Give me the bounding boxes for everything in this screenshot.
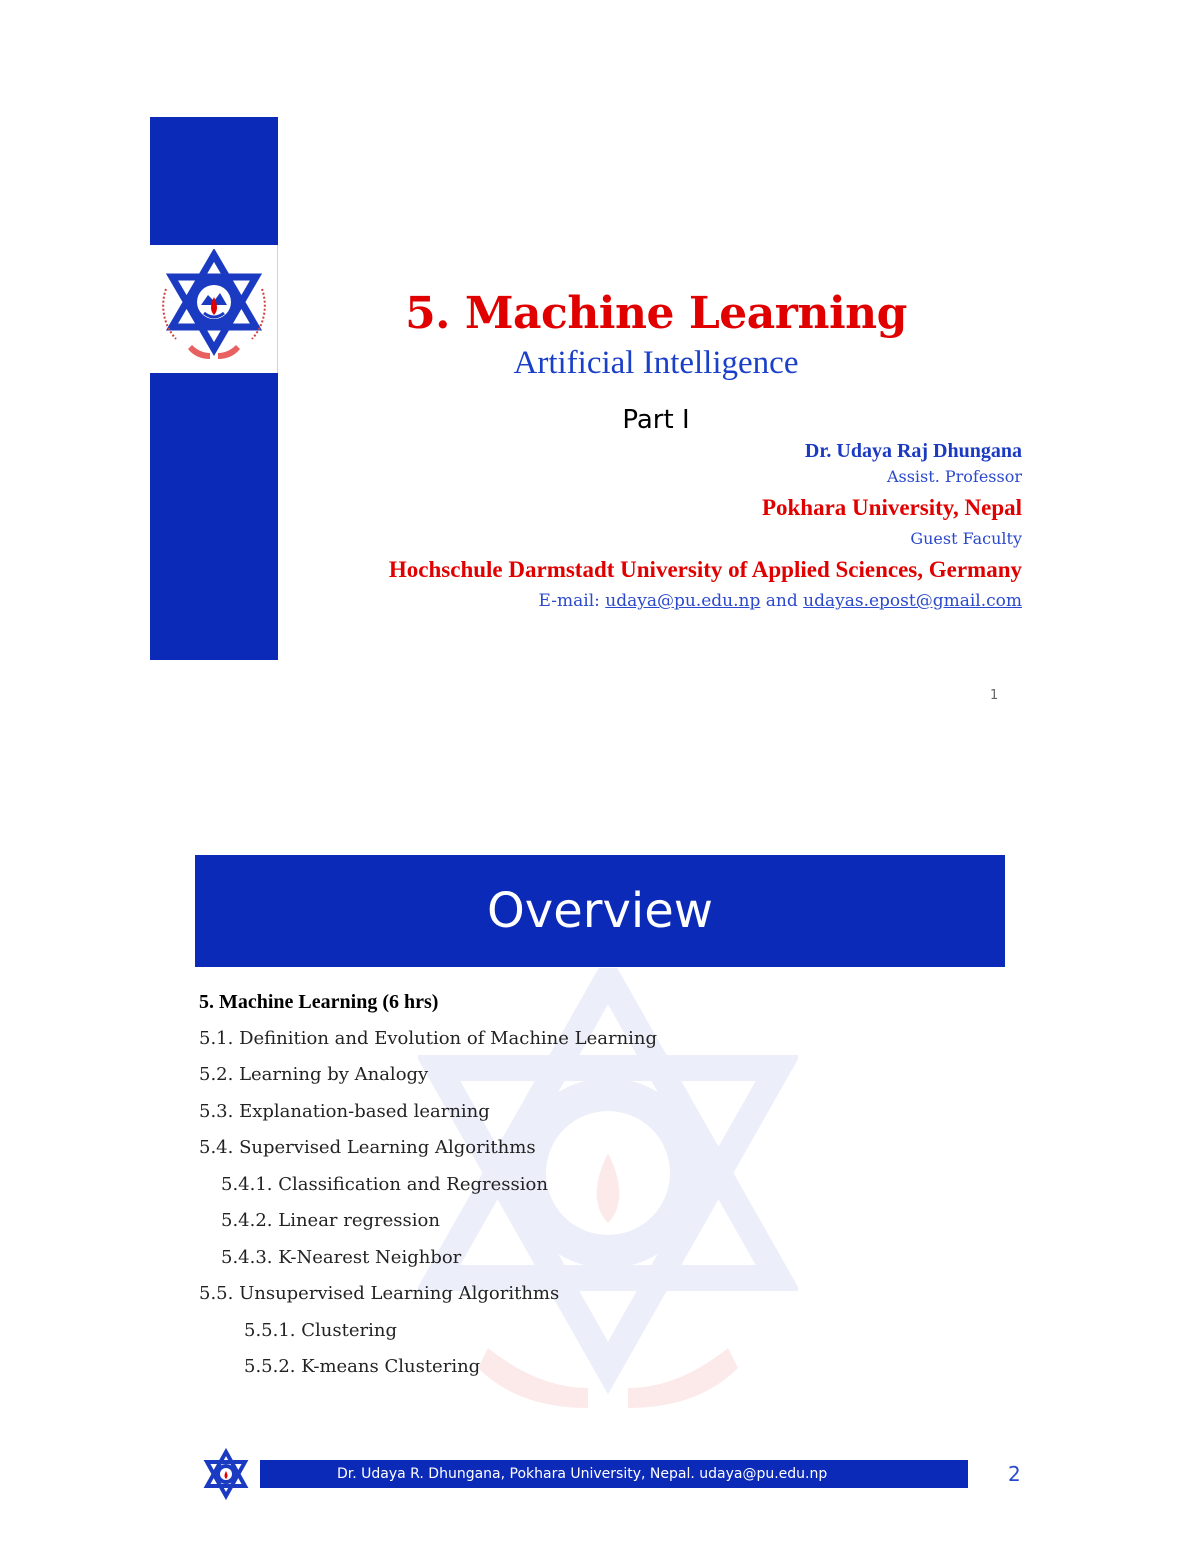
university-name: Pokhara University, Nepal (761, 495, 1022, 520)
left-blue-bar-top (150, 117, 278, 245)
outline-item: 5.4.2. Linear regression (221, 1210, 440, 1231)
page-number: 1 (990, 688, 999, 703)
author-role: Assist. Professor (886, 467, 1022, 486)
outline-item: 5.5. Unsupervised Learning Algorithms (199, 1283, 560, 1304)
outline-item: 5.5.1. Clustering (244, 1319, 397, 1341)
email-link-secondary[interactable]: udayas.epost@gmail.com (803, 591, 1022, 611)
footer-emblem-icon (195, 1448, 257, 1500)
email-prefix: E-mail: (538, 591, 606, 611)
page-number: 2 (1008, 1462, 1021, 1486)
outline-item: 5.2. Learning by Analogy (199, 1064, 429, 1085)
part-label: Part I (622, 405, 690, 435)
pokhara-university-emblem-icon (156, 249, 272, 369)
university-logo (150, 245, 278, 373)
email-joiner: and (760, 591, 804, 611)
outline-item: 5.4.1. Classification and Regression (221, 1173, 548, 1195)
email-line (539, 591, 1022, 611)
outline-item: 5.4.3. K-Nearest Neighbor (221, 1246, 462, 1268)
hochschule-name: Hochschule Darmstadt University of Applied Sciences, Germany (388, 557, 1022, 582)
outline-item: 5.4. Supervised Learning Algorithms (199, 1137, 536, 1158)
footer-bar (260, 1460, 968, 1488)
outline-item: 5.3. Explanation-based learning (199, 1100, 490, 1122)
slide-title: 5. Machine Learning (405, 288, 907, 339)
overview-outline (199, 990, 979, 1392)
left-blue-bar-bottom (150, 373, 278, 660)
author-name: Dr. Udaya Raj Dhungana (804, 440, 1022, 462)
outline-item: 5.1. Definition and Evolution of Machine Learning (199, 1027, 658, 1049)
email-link-primary[interactable]: udaya@pu.edu.np (605, 591, 761, 611)
footer-text: Dr. Udaya R. Dhungana, Pokhara University, Nepal. udaya@pu.edu.np (337, 1466, 828, 1482)
overview-title: Overview (487, 883, 713, 939)
slide-subtitle: Artificial Intelligence (513, 345, 799, 381)
outline-item: 5. Machine Learning (6 hrs) (199, 991, 439, 1013)
overview-header (195, 855, 1005, 967)
outline-item: 5.5.2. K-means Clustering (244, 1356, 481, 1377)
guest-faculty-label: Guest Faculty (910, 529, 1022, 548)
